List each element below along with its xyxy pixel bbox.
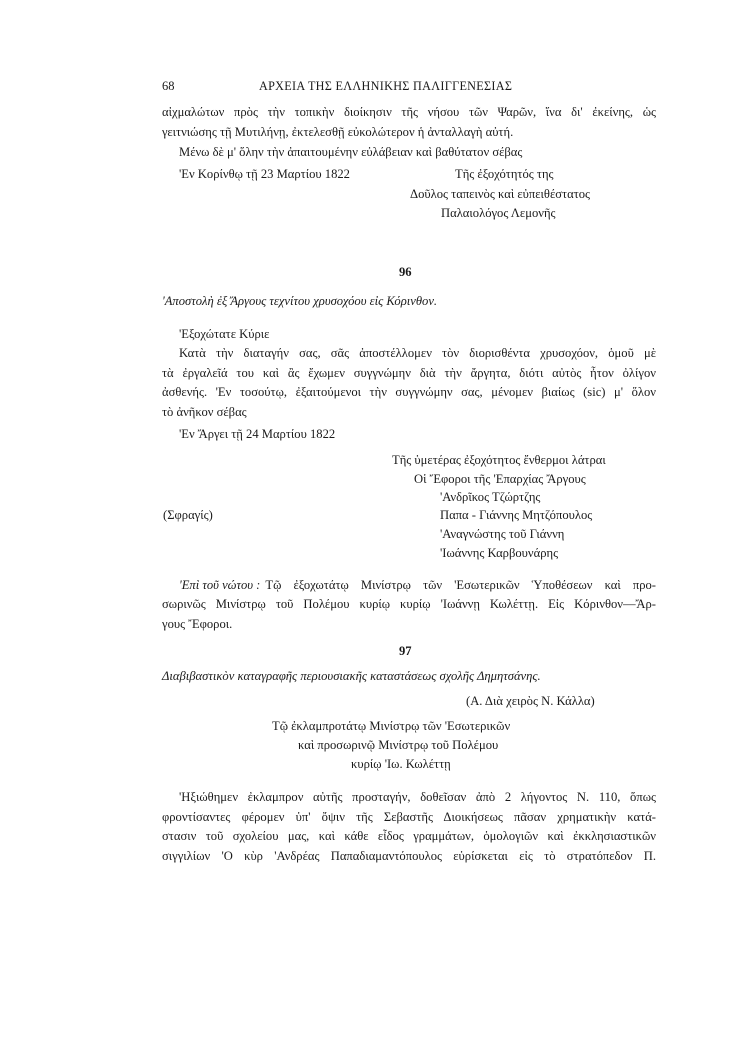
- letter-date: 'Εν Ἄργει τῇ 24 Μαρτίου 1822: [179, 427, 336, 441]
- verso-line: σωρινῶς Μινίστρῳ τοῦ Πολέμου κυρίῳ κυρίῳ 'Ιωάννῃ Κωλέττῃ. Εἰς Κόρινθον—Ἄρ-: [162, 597, 656, 611]
- signer: Παπα - Γιάννης Μητζόπουλος: [440, 508, 593, 522]
- body-line: τὸ ἀνῆκον σέβας: [162, 405, 247, 419]
- verso-line: [179, 577, 656, 594]
- body-line: Κατὰ τὴν διαταγήν σας, σᾶς ἀποστέλλομεν τὸν διορισθέντα χρυσοχόον, ὁμοῦ μὲ: [179, 346, 656, 360]
- body-line: στασιν τοῦ σχολείου μας, καὶ κάθε εἶδος γραμμάτων, ὁμολογιῶν καὶ ἐκκλησιαστικῶν: [162, 829, 656, 843]
- document-number: 97: [399, 644, 412, 658]
- body-line: τὰ ἐργαλεῖά του καὶ ἂς ἔχωμεν συγγνώμην διὰ τὴν ἄργητα, διότι αὐτὸς ἦτον ὀλίγον: [162, 366, 656, 380]
- hand-attribution: (Α. Διὰ χειρὸς Ν. Κάλλα): [466, 694, 595, 708]
- signers-title: Οἱ Ἔφοροι τῆς 'Επαρχίας Ἄργους: [414, 472, 586, 486]
- document-title: 'Αποστολὴ ἐξ Ἄργους τεχνίτου χρυσοχόου εἰς Κόρινθον.: [162, 294, 438, 308]
- body-line: φροντίσαντες φέρομεν ὑπ' ὄψιν τῆς Σεβαστῆς Διοικήσεως πᾶσαν χρηματικὴν κατά-: [162, 810, 656, 824]
- document-number: 96: [399, 265, 412, 279]
- signer: 'Ιωάννης Καρβουνάρης: [440, 546, 559, 560]
- body-line: 'Ηξιώθημεν ἐκλαμπρον αὐτῆς προσταγήν, δοθεῖσαν ἀπὸ 2 λήγοντος Ν. 110, ὅπως: [179, 790, 656, 804]
- address-line: καὶ προσωρινῷ Μινίστρῳ τοῦ Πολέμου: [298, 738, 499, 752]
- verso-line: γους Ἔφοροι.: [162, 617, 233, 631]
- verso-label: 'Επὶ τοῦ νώτου :: [179, 578, 261, 592]
- signer: 'Ανδρῖκος Τζώρτζης: [440, 490, 541, 504]
- page-number: 68: [162, 79, 175, 93]
- letter-date: 'Εν Κορίνθῳ τῇ 23 Μαρτίου 1822: [179, 167, 350, 181]
- signer: 'Αναγνώστης τοῦ Γιάννη: [440, 527, 565, 541]
- running-title: ΑΡΧΕΙΑ ΤΗΣ ΕΛΛΗΝΙΚΗΣ ΠΑΛΙΓΓΕΝΕΣΙΑΣ: [259, 79, 513, 93]
- verso-text: Τῷ ἐξοχωτάτῳ Μινίστρῳ τῶν 'Εσωτερικῶν Ὑποθέσεων καὶ προ-: [265, 578, 656, 592]
- address-line: κυρίῳ 'Ιω. Κωλέττῃ: [351, 757, 451, 771]
- body-line: Μένω δὲ μ' ὅλην τὴν ἀπαιτουμένην εὐλάβειαν καὶ βαθύτατον σέβας: [179, 145, 523, 159]
- seal: (Σφραγίς): [163, 508, 213, 522]
- body-line: γειτνιώσης τῇ Μυτιλήνῃ, ἐκτελεσθῇ εὐκολώτερον ἡ ἀνταλλαγὴ αὐτή.: [162, 125, 514, 139]
- letter-closing: Τῆς ὑμετέρας ἐξοχότητος ἔνθερμοι λάτραι: [392, 453, 606, 467]
- letter-signature: Παλαιολόγος Λεμονῆς: [441, 206, 556, 220]
- document-title: Διαβιβαστικὸν καταγραφῆς περιουσιακῆς καταστάσεως σχολῆς Δημητσάνης.: [162, 669, 541, 683]
- salutation: 'Εξοχώτατε Κύριε: [179, 327, 270, 341]
- body-line: αἰχμαλώτων πρὸς τὴν τοπικὴν διοίκησιν τῆς νήσου τῶν Ψαρῶν, ἵνα δι' ἐκείνης, ὡς: [162, 105, 656, 119]
- body-line: σιγγιλίων 'Ο κὺρ 'Ανδρέας Παπαδιαμαντόπουλος εὑρίσκεται εἰς τὸ στρατόπεδον Π.: [162, 849, 656, 863]
- address-line: Τῷ ἐκλαμπροτάτῳ Μινίστρῳ τῶν 'Εσωτερικῶν: [272, 719, 511, 733]
- letter-closing: Τῆς ἐξοχότητός της: [455, 167, 554, 181]
- body-line: ἀσθενής. 'Εν τοσούτῳ, ἐξαιτούμενοι τὴν συγγνώμην σας, μένομεν βιαίως (sic) μ' ὅλον: [162, 385, 656, 399]
- letter-servant: Δοῦλος ταπεινὸς καὶ εὐπειθέστατος: [410, 187, 591, 201]
